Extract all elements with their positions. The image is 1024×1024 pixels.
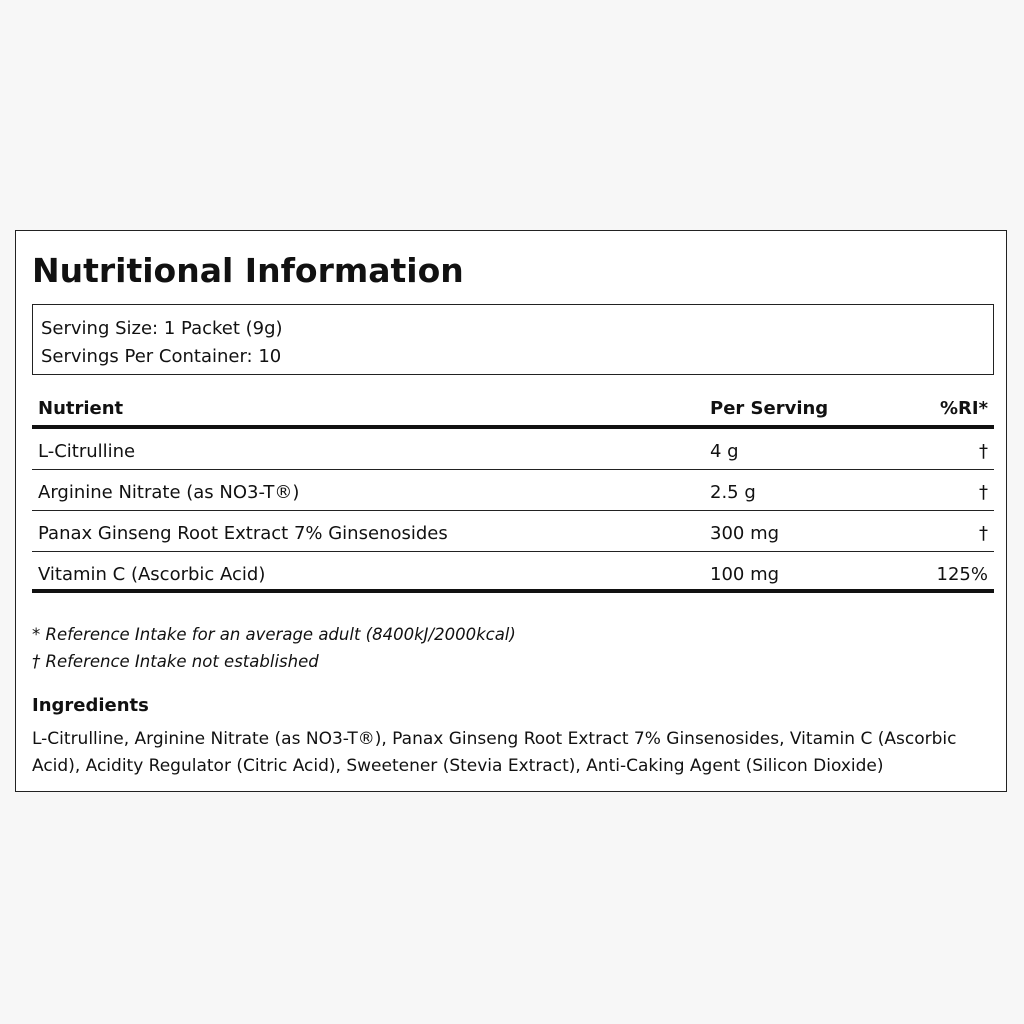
nutrient-name: Arginine Nitrate (as NO3-T®) [38,482,300,503]
table-header-row [32,391,994,429]
nutrient-ri: † [979,482,988,503]
servings-per-container: Servings Per Container: 10 [41,346,282,367]
nutrient-amount: 300 mg [710,523,780,544]
nutrition-panel [15,230,1007,792]
ingredients-heading: Ingredients [32,695,149,716]
ingredients-list: L-Citrulline, Arginine Nitrate (as NO3-T®), Panax Ginseng Root Extract 7% Ginsenosides, Vitamin C (Ascorbic Acid), Acidity Regulator (Citric Acid), Sweetener (Stevia Extract), Anti-Caking Agent (Silicon Dioxide) [32,729,957,776]
header-nutrient: Nutrient [38,398,124,419]
nutrient-name: L-Citrulline [38,441,136,462]
panel-title: Nutritional Information [32,251,464,290]
table-row [32,552,994,593]
nutrient-name: Panax Ginseng Root Extract 7% Ginsenosides [38,523,448,544]
table-row [32,429,994,470]
nutrient-ri: † [979,441,988,462]
nutrient-amount: 100 mg [710,564,780,585]
footnote-reference-intake: * Reference Intake for an average adult (8400kJ/2000kcal) [32,625,516,644]
header-ri: %RI* [939,398,988,419]
serving-size: Serving Size: 1 Packet (9g) [41,318,283,339]
nutrient-amount: 4 g [710,441,739,462]
serving-info-box [32,304,994,375]
header-per-serving: Per Serving [710,398,829,419]
footnote-not-established: † Reference Intake not established [32,652,319,671]
nutrient-name: Vitamin C (Ascorbic Acid) [38,564,266,585]
table-row [32,470,994,511]
table-row [32,511,994,552]
nutrient-ri: † [979,523,988,544]
nutrient-table [32,391,994,593]
footnotes [32,621,516,675]
nutrient-amount: 2.5 g [710,482,756,503]
nutrient-ri: 125% [936,564,988,585]
